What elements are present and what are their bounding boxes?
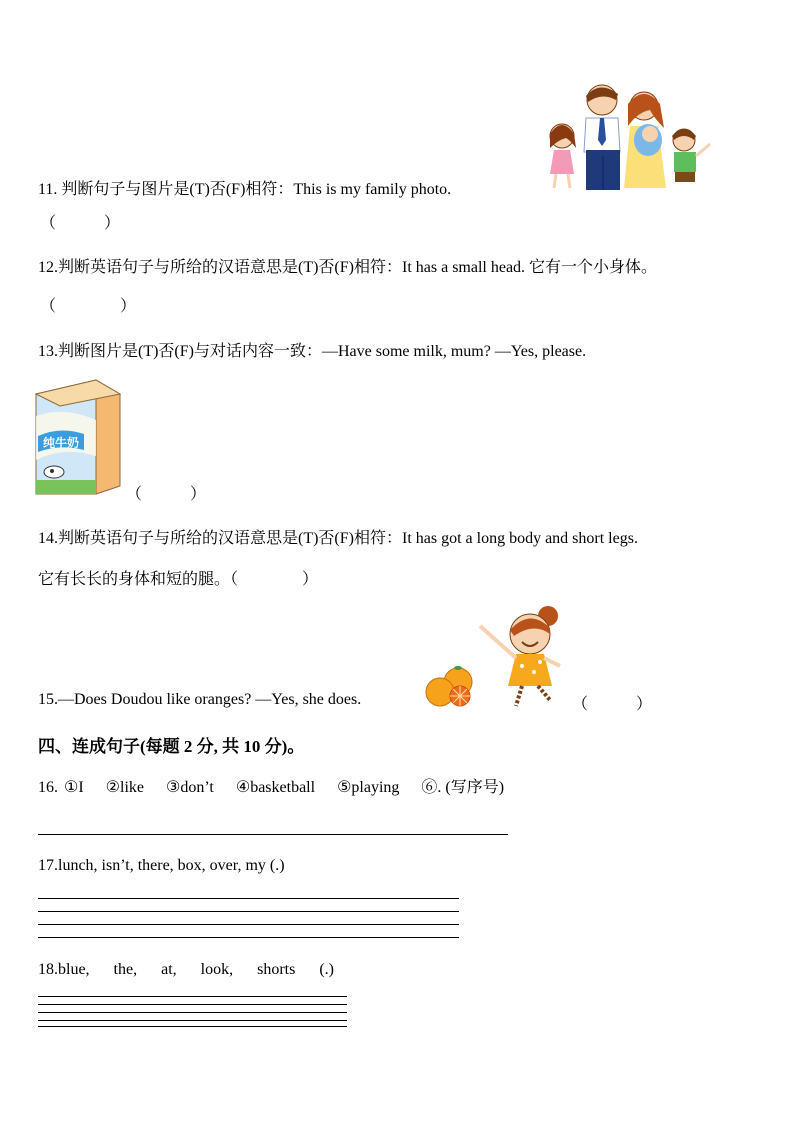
question-14-text-2: 它有长长的身体和短的腿。 bbox=[38, 571, 231, 588]
word-token: ④basketball bbox=[235, 779, 316, 796]
question-15-answer-blank[interactable] bbox=[572, 691, 652, 714]
answer-line[interactable] bbox=[38, 1026, 347, 1027]
word-token: blue, bbox=[58, 961, 90, 978]
girl-doudou-illustration bbox=[474, 602, 566, 710]
word-token: at, bbox=[161, 961, 177, 978]
question-17 bbox=[38, 857, 285, 875]
oranges-illustration bbox=[422, 664, 478, 708]
answer-line[interactable] bbox=[38, 834, 508, 835]
word-token: ⑥. (写序号) bbox=[421, 779, 505, 796]
question-14-answer-blank[interactable]: （ ） bbox=[230, 571, 319, 588]
family-illustration bbox=[540, 78, 720, 194]
carton-label: 纯牛奶 bbox=[42, 436, 80, 450]
word-token: the, bbox=[113, 961, 138, 978]
answer-line[interactable] bbox=[38, 911, 459, 912]
milk-carton-illustration bbox=[34, 376, 124, 498]
answer-line[interactable] bbox=[38, 1020, 347, 1021]
answer-line[interactable] bbox=[38, 1004, 347, 1005]
question-14-line-2 bbox=[38, 566, 318, 589]
answer-line[interactable] bbox=[38, 937, 459, 938]
section-4-title: 四、连成句子(每题 2 分, 共 10 分)。 bbox=[38, 737, 305, 756]
question-11 bbox=[38, 176, 451, 199]
answer-parentheses: （ ） bbox=[126, 486, 207, 503]
word-token: ③don’t bbox=[166, 779, 214, 796]
question-15 bbox=[38, 691, 361, 709]
question-18-number: 18. bbox=[38, 961, 58, 978]
answer-line[interactable] bbox=[38, 1012, 347, 1013]
question-14-text: 14.判断英语句子与所给的汉语意思是(T)否(F)相符：It has got a long body and short legs. bbox=[38, 530, 638, 547]
question-17-text: 17.lunch, isn’t, there, box, over, my (.) bbox=[38, 857, 285, 874]
question-16-number: 16. bbox=[38, 779, 58, 796]
answer-parentheses: （ ） bbox=[572, 696, 653, 713]
word-token: (.) bbox=[319, 961, 334, 978]
question-12 bbox=[38, 254, 657, 277]
answer-parentheses: （ ） bbox=[40, 215, 121, 232]
question-16 bbox=[38, 774, 526, 797]
word-token: shorts bbox=[257, 961, 296, 978]
question-13-text: 13.判断图片是(T)否(F)与对话内容一致：—Have some milk, mum? —Yes, please. bbox=[38, 343, 587, 360]
answer-line[interactable] bbox=[38, 898, 459, 899]
section-4-heading bbox=[38, 732, 304, 757]
answer-line[interactable] bbox=[38, 996, 347, 997]
question-12-text: 12.判断英语句子与所给的汉语意思是(T)否(F)相符：It has a small head. 它有一个小身体。 bbox=[38, 259, 658, 276]
question-13 bbox=[38, 338, 586, 361]
answer-parentheses: （ ） bbox=[40, 298, 137, 315]
question-13-answer-blank[interactable] bbox=[126, 481, 206, 504]
word-token: ①I bbox=[64, 779, 84, 796]
question-15-text: 15.—Does Doudou like oranges? —Yes, she does. bbox=[38, 691, 362, 708]
answer-line[interactable] bbox=[38, 924, 459, 925]
question-18 bbox=[38, 961, 358, 979]
question-11-text: 11. 判断句子与图片是(T)否(F)相符：This is my family photo. bbox=[38, 181, 452, 198]
word-token: ⑤playing bbox=[337, 779, 400, 796]
question-14 bbox=[38, 525, 638, 548]
word-token: look, bbox=[200, 961, 234, 978]
word-token: ②like bbox=[105, 779, 145, 796]
question-11-answer-blank[interactable] bbox=[40, 210, 120, 233]
question-12-answer-blank[interactable] bbox=[40, 293, 136, 316]
